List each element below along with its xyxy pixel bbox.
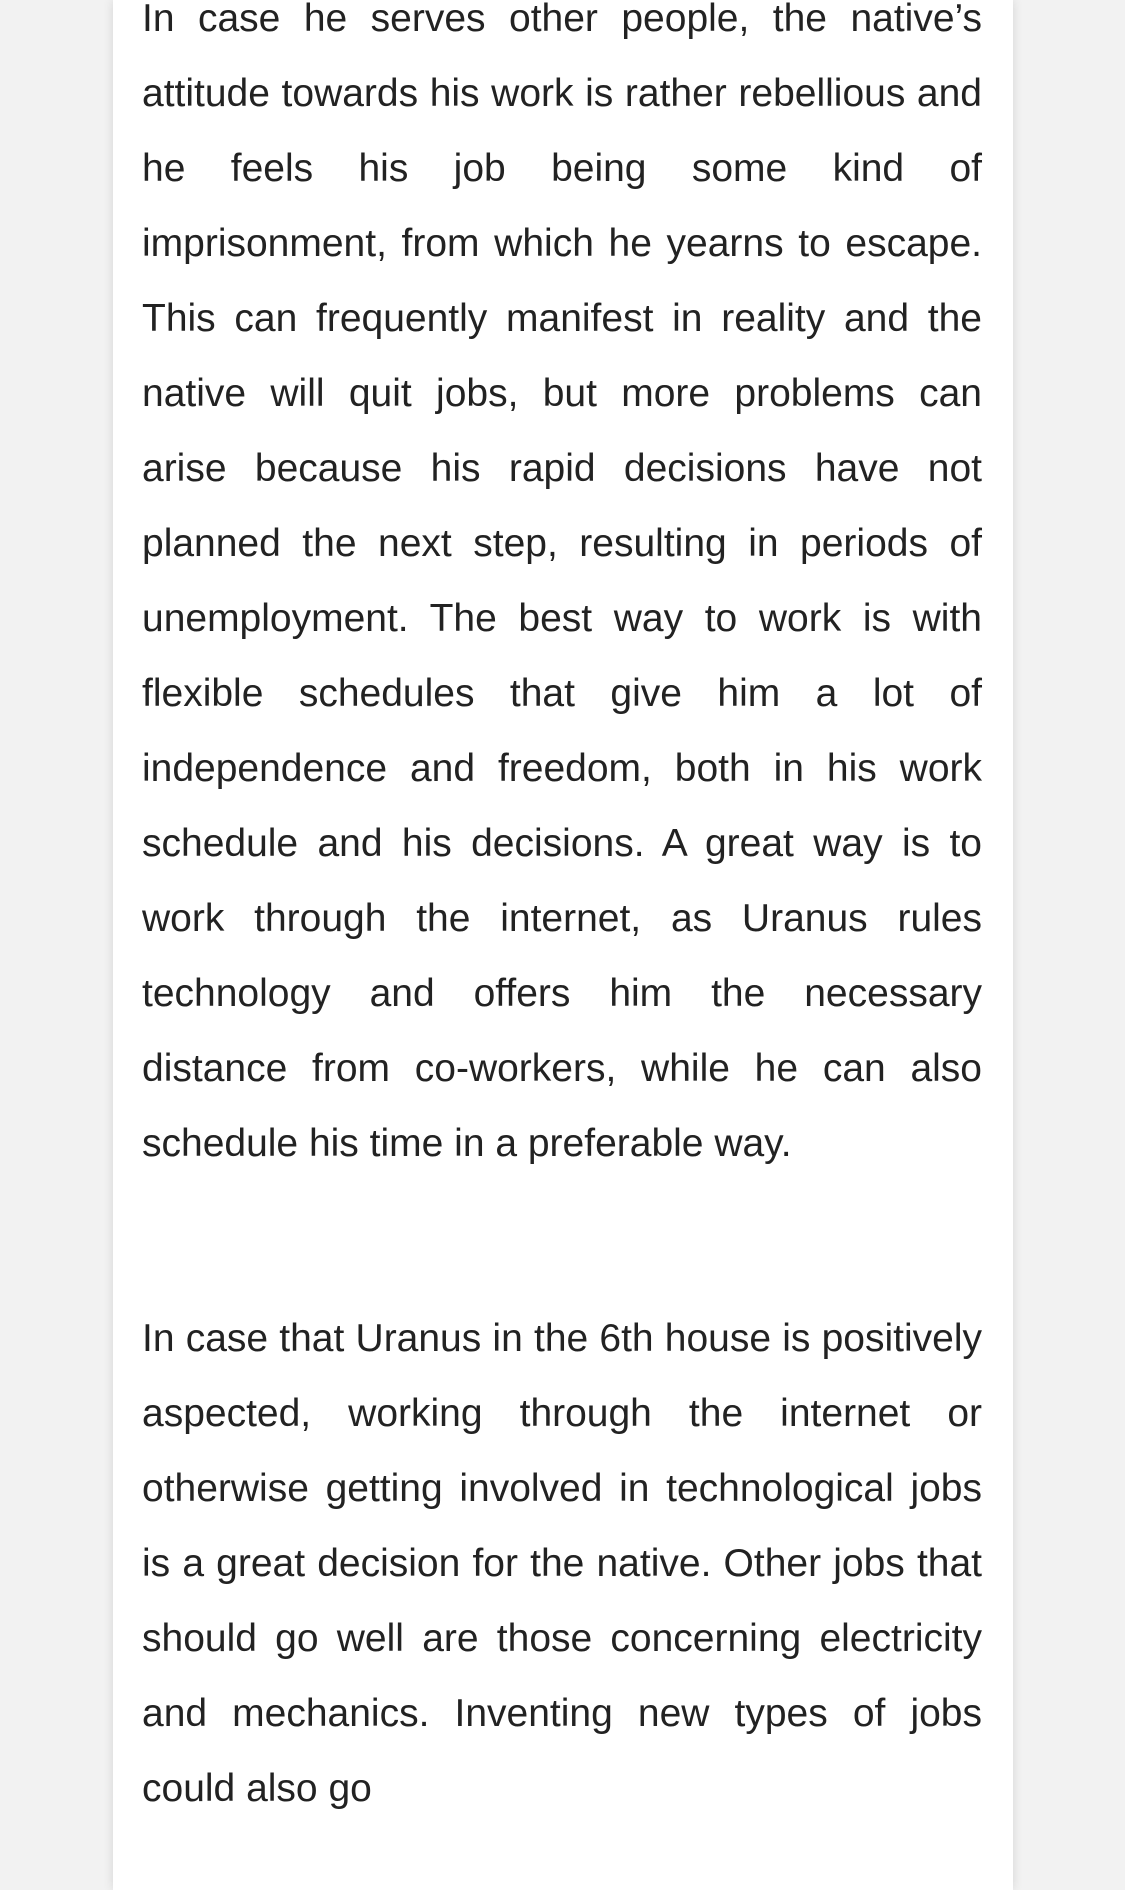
article-paragraph-1: In case he serves other people, the native’s attitude towards his work is rather rebellious and he feels his job being some kind of imprisonment, from which he yearns to escape. This can frequently manifest in reality and the native will quit jobs, but more problems can arise because his rapid decisions have not planned the next step, resulting in periods of unemployment. The best way to work is with flexible schedules that give him a lot of independence and freedom, both in his work schedule and his decisions. A great way is to work through the internet, as Uranus rules technology and offers him the necessary distance from co-workers, while he can also schedule his time in a preferable way. xyxy=(142,0,982,1165)
article-paragraph-2: In case that Uranus in the 6th house is positively aspected, working through the internet or otherwise getting involved in technological jobs is a great decision for the native. Other jobs that should go well are those concerning electricity and mechanics. Inventing new types of jobs could also go xyxy=(142,1317,982,1810)
article-body xyxy=(142,0,982,1826)
article-card xyxy=(113,0,1013,1890)
